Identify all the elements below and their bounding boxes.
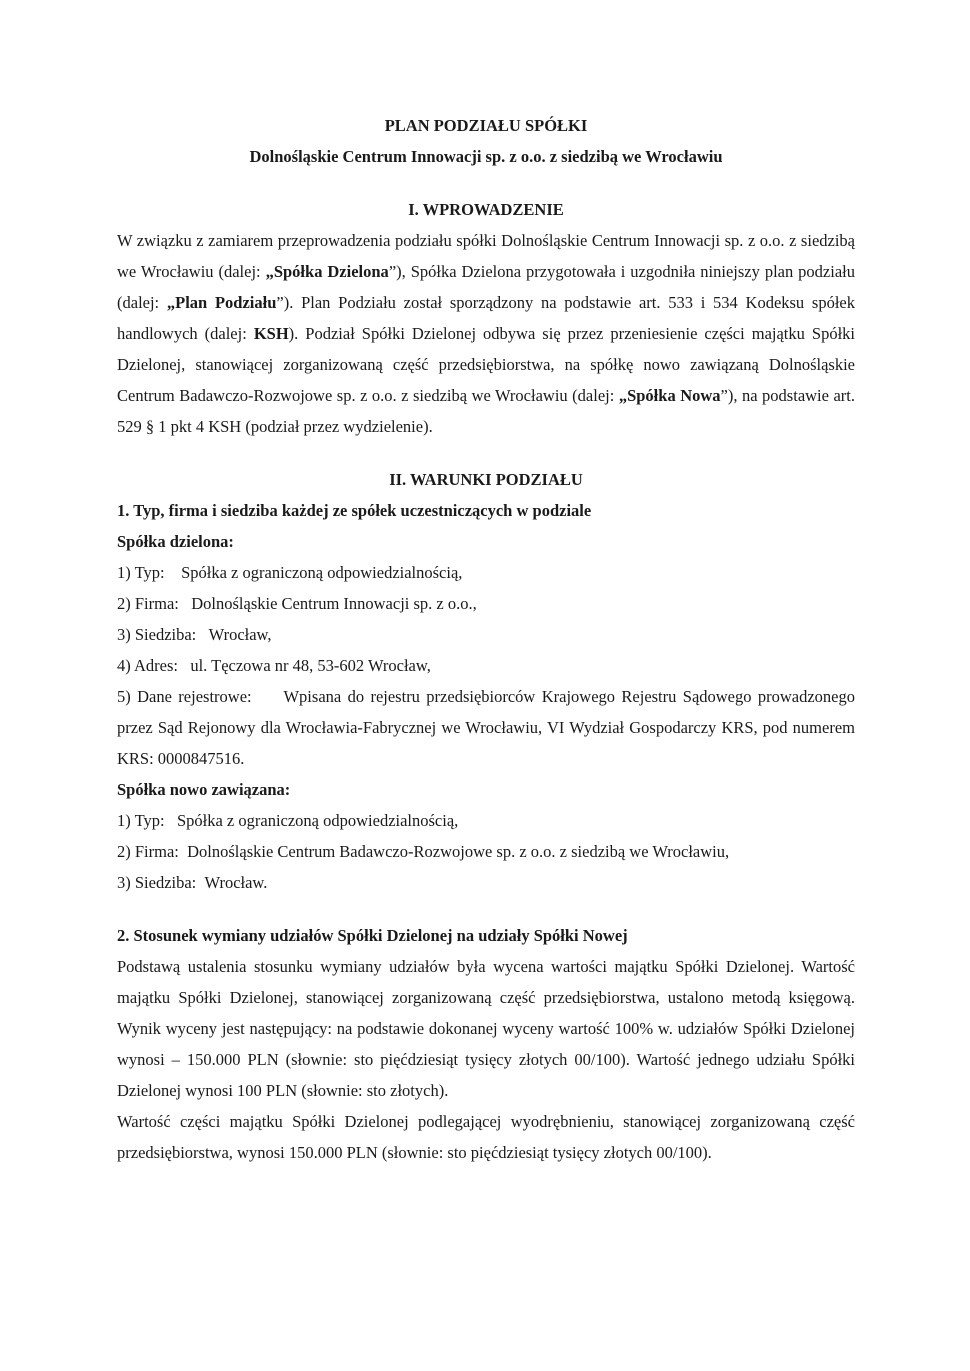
term-spolka-dzielona: „Spółka Dzielona (265, 262, 389, 281)
nowa-item-type: 1) Typ: Spółka z ograniczoną odpowiedzialnością, (117, 811, 459, 830)
exchange-ratio-paragraph-2: Wartość części majątku Spółki Dzielonej podlegającej wyodrębnieniu, stanowiącej zorganizowaną część przedsiębiorstwa, wynosi 150.000 PLN (słownie: sto pięćdziesiąt tysięcy złotych 00/100). (117, 1112, 855, 1162)
nowa-item-firm: 2) Firma: Dolnośląskie Centrum Badawczo-Rozwojowe sp. z o.o. z siedzibą we Wrocławiu, (117, 842, 730, 861)
subsection-heading-companies: 1. Typ, firma i siedziba każdej ze spółek uczestniczących w podziale (117, 501, 592, 520)
intro-text-a: W związku z zamiarem przeprowadzenia podziału spółki Dolnośląskie Centrum Innowacji sp. z o.o. z siedzibą we Wrocławiu (dalej: (117, 231, 855, 281)
intro-text-e: ”), na podstawie art. 529 § 1 pkt 4 KSH (podział przez wydzielenie). (117, 386, 855, 436)
section-heading-introduction: I. WPROWADZENIE (408, 200, 564, 219)
dzielona-item-address: 4) Adres: ul. Tęczowa nr 48, 53-602 Wrocław, (117, 656, 431, 675)
nowa-label: Spółka nowo zawiązana: (117, 780, 291, 799)
nowa-item-seat: 3) Siedziba: Wrocław. (117, 873, 268, 892)
document-title: PLAN PODZIAŁU SPÓŁKI (384, 116, 588, 135)
introduction-paragraph (117, 225, 855, 442)
document-page (117, 110, 855, 1168)
term-spolka-nowa: „Spółka Nowa (618, 386, 721, 405)
intro-text-b: ”), Spółka Dzielona przygotowała i uzgodniła niniejszy plan podziału (dalej: (117, 262, 855, 312)
intro-text-d: ). Podział Spółki Dzielonej odbywa się przez przeniesienie części majątku Spółki Dzielonej, stanowiącej zorganizowaną część przedsiębiorstwa, na spółkę nowo zawiązaną Dolnośląskie Centrum Badawczo-Rozwojowe sp. z o.o. z siedzibą we Wrocławiu (dalej: (117, 324, 855, 405)
term-ksh: KSH (253, 324, 289, 343)
exchange-ratio-paragraph-1: Podstawą ustalenia stosunku wymiany udziałów była wycena wartości majątku Spółki Dzielonej. Wartość majątku Spółki Dzielonej, stanowiącej zorganizowaną część przedsiębiorstwa, ustalono metodą księgową. Wynik wyceny jest następujący: na podstawie dokonanej wyceny wartość 100% w. udziałów Spółki Dzielonej wynosi – 150.000 PLN (słownie: sto pięćdziesiąt tysięcy złotych 00/100). Wartość jednego udziału Spółki Dzielonej wynosi 100 PLN (słownie: sto złotych). (117, 957, 855, 1100)
dzielona-item-firm: 2) Firma: Dolnośląskie Centrum Innowacji sp. z o.o., (117, 594, 477, 613)
term-plan-podzialu: „Plan Podziału (166, 293, 277, 312)
intro-text-c: ”). Plan Podziału został sporządzony na podstawie art. 533 i 534 Kodeksu spółek handlowych (dalej: (117, 293, 856, 343)
dzielona-item-registry: 5) Dane rejestrowe: Wpisana do rejestru przedsiębiorców Krajowego Rejestru Sądowego prowadzonego przez Sąd Rejonowy dla Wrocławia-Fabrycznej we Wrocławiu, VI Wydział Gospodarczy KRS, pod numerem KRS: 0000847516. (117, 687, 856, 768)
subsection-heading-exchange-ratio: 2. Stosunek wymiany udziałów Spółki Dzielonej na udziały Spółki Nowej (117, 926, 628, 945)
dzielona-label: Spółka dzielona: (117, 532, 234, 551)
section-heading-conditions: II. WARUNKI PODZIAŁU (389, 470, 583, 489)
document-subtitle: Dolnośląskie Centrum Innowacji sp. z o.o. z siedzibą we Wrocławiu (249, 147, 723, 166)
dzielona-item-seat: 3) Siedziba: Wrocław, (117, 625, 272, 644)
dzielona-item-type: 1) Typ: Spółka z ograniczoną odpowiedzialnością, (117, 563, 463, 582)
